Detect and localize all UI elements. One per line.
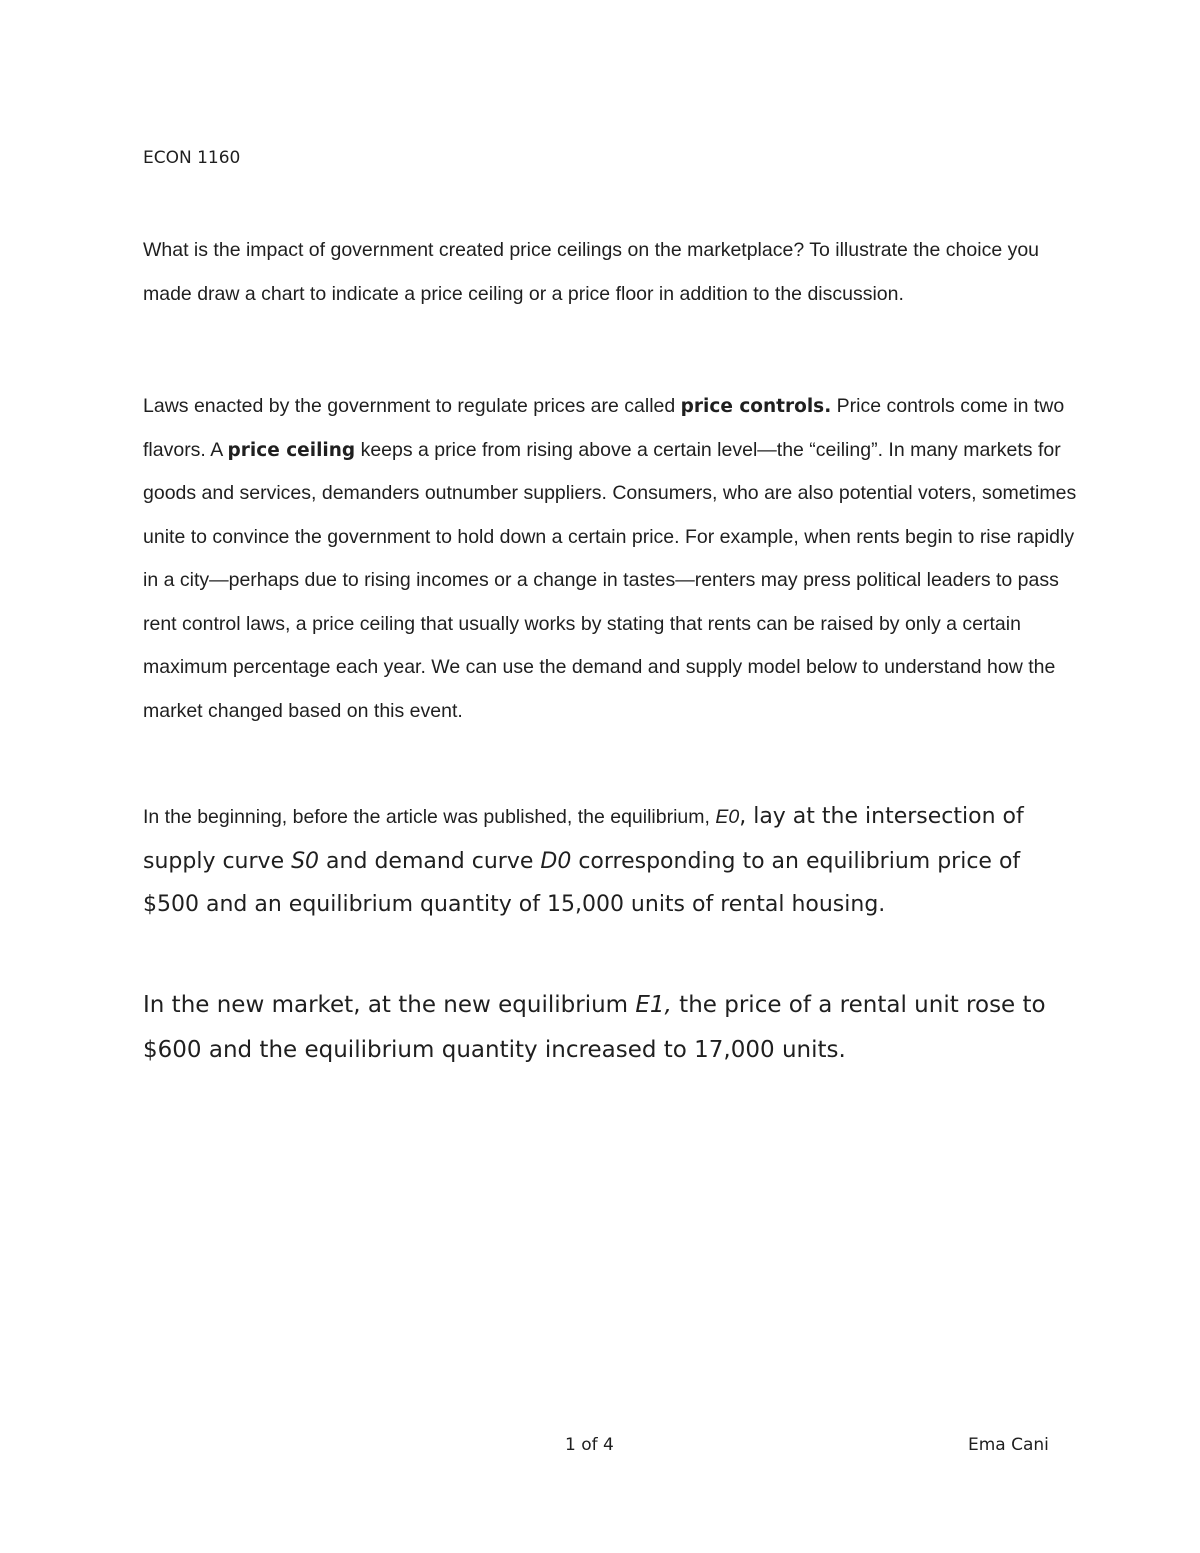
laws-text-1: Laws enacted by the government to regulate prices are called <box>143 395 681 417</box>
label-s0: S0 <box>291 848 320 874</box>
label-d0: D0 <box>540 848 572 874</box>
initial-equilibrium-paragraph <box>143 795 1068 927</box>
question-paragraph: What is the impact of government created price ceilings on the marketplace? To illustrate the choice you made draw a chart to indicate a price ceiling or a price floor in addition to the discussion. <box>143 239 1040 305</box>
begin-text-3: corresponding to an equilibrium price of $500 and an equilibrium quantity of 15,000 units of rental housing. <box>143 848 1021 917</box>
term-price-controls: price controls. <box>680 396 832 417</box>
begin-lead-text: In the beginning, before the article was published, the equilibrium, <box>143 806 716 828</box>
new-text-1: In the new market, at the new equilibrium <box>143 992 636 1018</box>
page-number: 1 of 4 <box>565 1435 614 1455</box>
author-name: Ema Cani <box>968 1435 1049 1455</box>
laws-text-3: keeps a price from rising above a certain level—the “ceiling”. In many markets for goods and services, demanders outnumber suppliers. Consumers, who are also potential voters, sometimes unite to convince the government to hold down a certain price. For example, when rents begin to rise rapidly in a city—perhaps due to rising incomes or a change in tastes—renters may press political leaders to pass rent control laws, a price ceiling that usually works by stating that rents can be raised by only a certain maximum percentage each year. We can use the demand and supply model below to understand how the market changed based on this event. <box>143 438 1077 722</box>
begin-text-2: and demand curve <box>319 848 541 874</box>
price-controls-paragraph <box>143 385 1078 733</box>
label-e0: E0 <box>715 806 740 828</box>
laws-text-2: Price controls come in two flavors. A <box>143 395 1065 461</box>
begin-text-1: , lay at the intersection of supply curve <box>143 804 1024 874</box>
course-code: ECON 1160 <box>143 148 241 168</box>
label-e1: E1, <box>635 992 672 1018</box>
term-price-ceiling: price ceiling <box>227 439 356 461</box>
new-text-2: the price of a rental unit rose to $600 and the equilibrium quantity increased to 17,000 units. <box>143 992 1046 1063</box>
new-equilibrium-paragraph <box>143 983 1068 1073</box>
